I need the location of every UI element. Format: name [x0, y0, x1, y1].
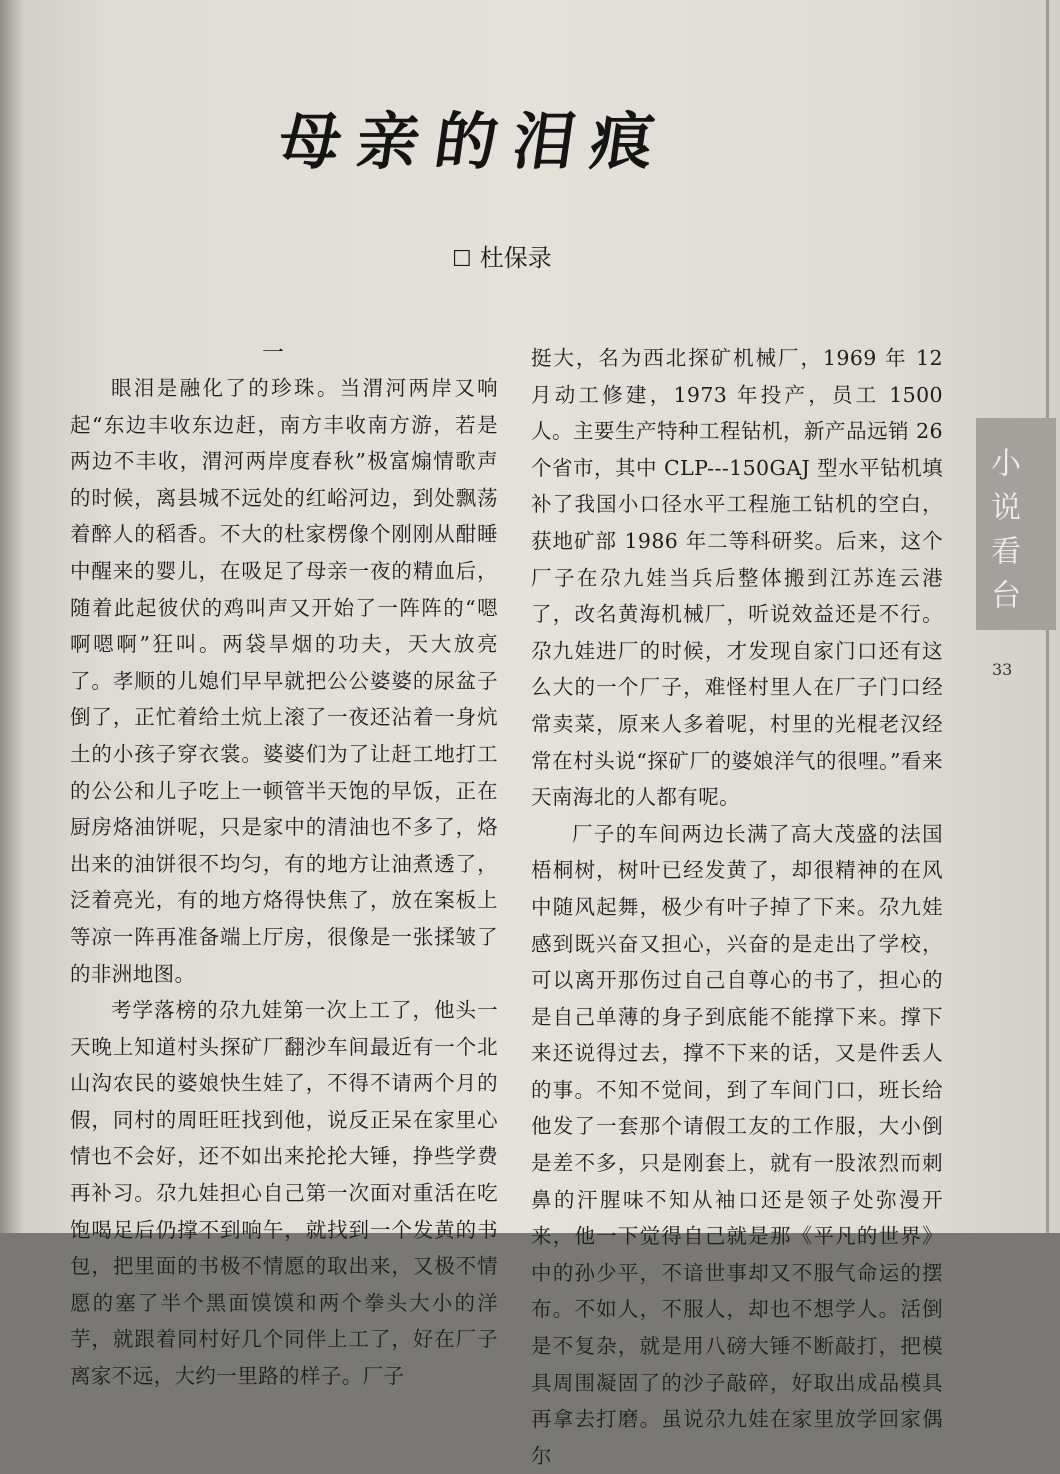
side-tab-label: 小说看台 [985, 447, 1020, 623]
paragraph: 考学落榜的尕九娃第一次上工了，他头一天晚上知道村头探矿厂翻沙车间最近有一个北山沟农民的婆娘快生娃了，不得不请两个月的假，同村的周旺旺找到他，说反正呆在家里心情也不会好，还不如出来抡抡大锤，挣些学费再补习。尕九娃担心自己第一次面对重活在吃饱喝足后仍撑不到响午，就找到一个发黄的书包，把里面的书极不情愿的取出来，又极不情愿的塞了半个黑面馍馍和两个拳头大小的洋芋，就跟着同村好几个同伴上工了，好在厂子离家不远，大约一里路的样子。厂子 [70, 998, 498, 1389]
section-number: 一 [262, 341, 285, 366]
page-number: 33 [992, 660, 1013, 679]
section-side-tab [976, 418, 1056, 630]
paragraph: 厂子的车间两边长满了高大茂盛的法国梧桐树，树叶已经发黄了，却很精神的在风中随风起舞，极少有叶子掉了下来。尕九娃感到既兴奋又担心，兴奋的是走出了学校，可以离开那伤过自己自尊心的书了，担心的是自己单薄的身子到底能不能撑下来。撑下来还说得过去，撑不下来的话，又是件丢人的事。不知不觉间，到了车间门口，班长给他发了一套那个请假工友的工作服，大小倒是差不多，只是刚套上，就有一股浓烈而刺鼻的汗腥味不知从袖口还是领子处弥漫开来，他一下觉得自己就是那《平凡的世界》中的孙少平，不谙世事却又不服气命运的摆布。不如人，不服人，却也不想学人。活倒是不复杂，就是用八磅大锤不断敲打，把模具周围凝固了的沙子敲碎，好取出成品模具再拿去打磨。虽说尕九娃在家里放学回家偶尔 [531, 821, 943, 1468]
left-text-column [70, 370, 498, 1395]
paragraph: 挺大，名为西北探矿机械厂，1969 年 12 月动工修建，1973 年投产，员工 1500 人。主要生产特种工程钻机，新产品远销 26 个省市，其中 CLP---150GAJ 型水平钻机填补了我国小口径水平工程施工钻机的空白，获地矿部 1986 年二等科研奖。后来，这个厂子在尕九娃当兵后整体搬到江苏连云港了，改名黄海机械厂，听说效益还是不行。尕九娃进厂的时候，才发现自家门口还有这么大的一个厂子，难怪村里人在厂子门口经常卖菜，原来人多着呢，村里的光棍老汉经常在村头说“探矿厂的婆娘洋气的很哩。”看来天南海北的人都有呢。 [531, 346, 943, 810]
author-name: 杜保录 [479, 244, 552, 272]
byline [452, 238, 552, 273]
byline-box-icon: ☐ [452, 247, 472, 272]
right-text-column [531, 340, 943, 1474]
article-title: 母亲的泪痕 [274, 105, 675, 178]
page-spine-shadow [0, 0, 26, 1233]
paragraph: 眼泪是融化了的珍珠。当渭河两岸又响起“东边丰收东边赶，南方丰收南方游，若是两边不丰收，渭河两岸度春秋”极富煽情歌声的时候，离县城不远处的红峪河边，到处飘荡着醉人的稻香。不大的杜家楞像个刚刚从酣睡中醒来的婴儿，在吸足了母亲一夜的精血后，随着此起彼伏的鸡叫声又开始了一阵阵的“嗯啊嗯啊”狂叫。两袋旱烟的功夫，天大放亮了。孝顺的儿媳们早早就把公公婆婆的尿盆子倒了，正忙着给土炕上滚了一夜还沾着一身炕土的小孩子穿衣裳。婆婆们为了让赶工地打工的公公和儿子吃上一顿管半天饱的早饭，正在厨房烙油饼呢，只是家中的清油也不多了，烙出来的油饼很不均匀，有的地方让油煮透了，泛着亮光，有的地方烙得快焦了，放在案板上等凉一阵再准备端上厅房，很像是一张揉皱了的非洲地图。 [70, 376, 498, 986]
